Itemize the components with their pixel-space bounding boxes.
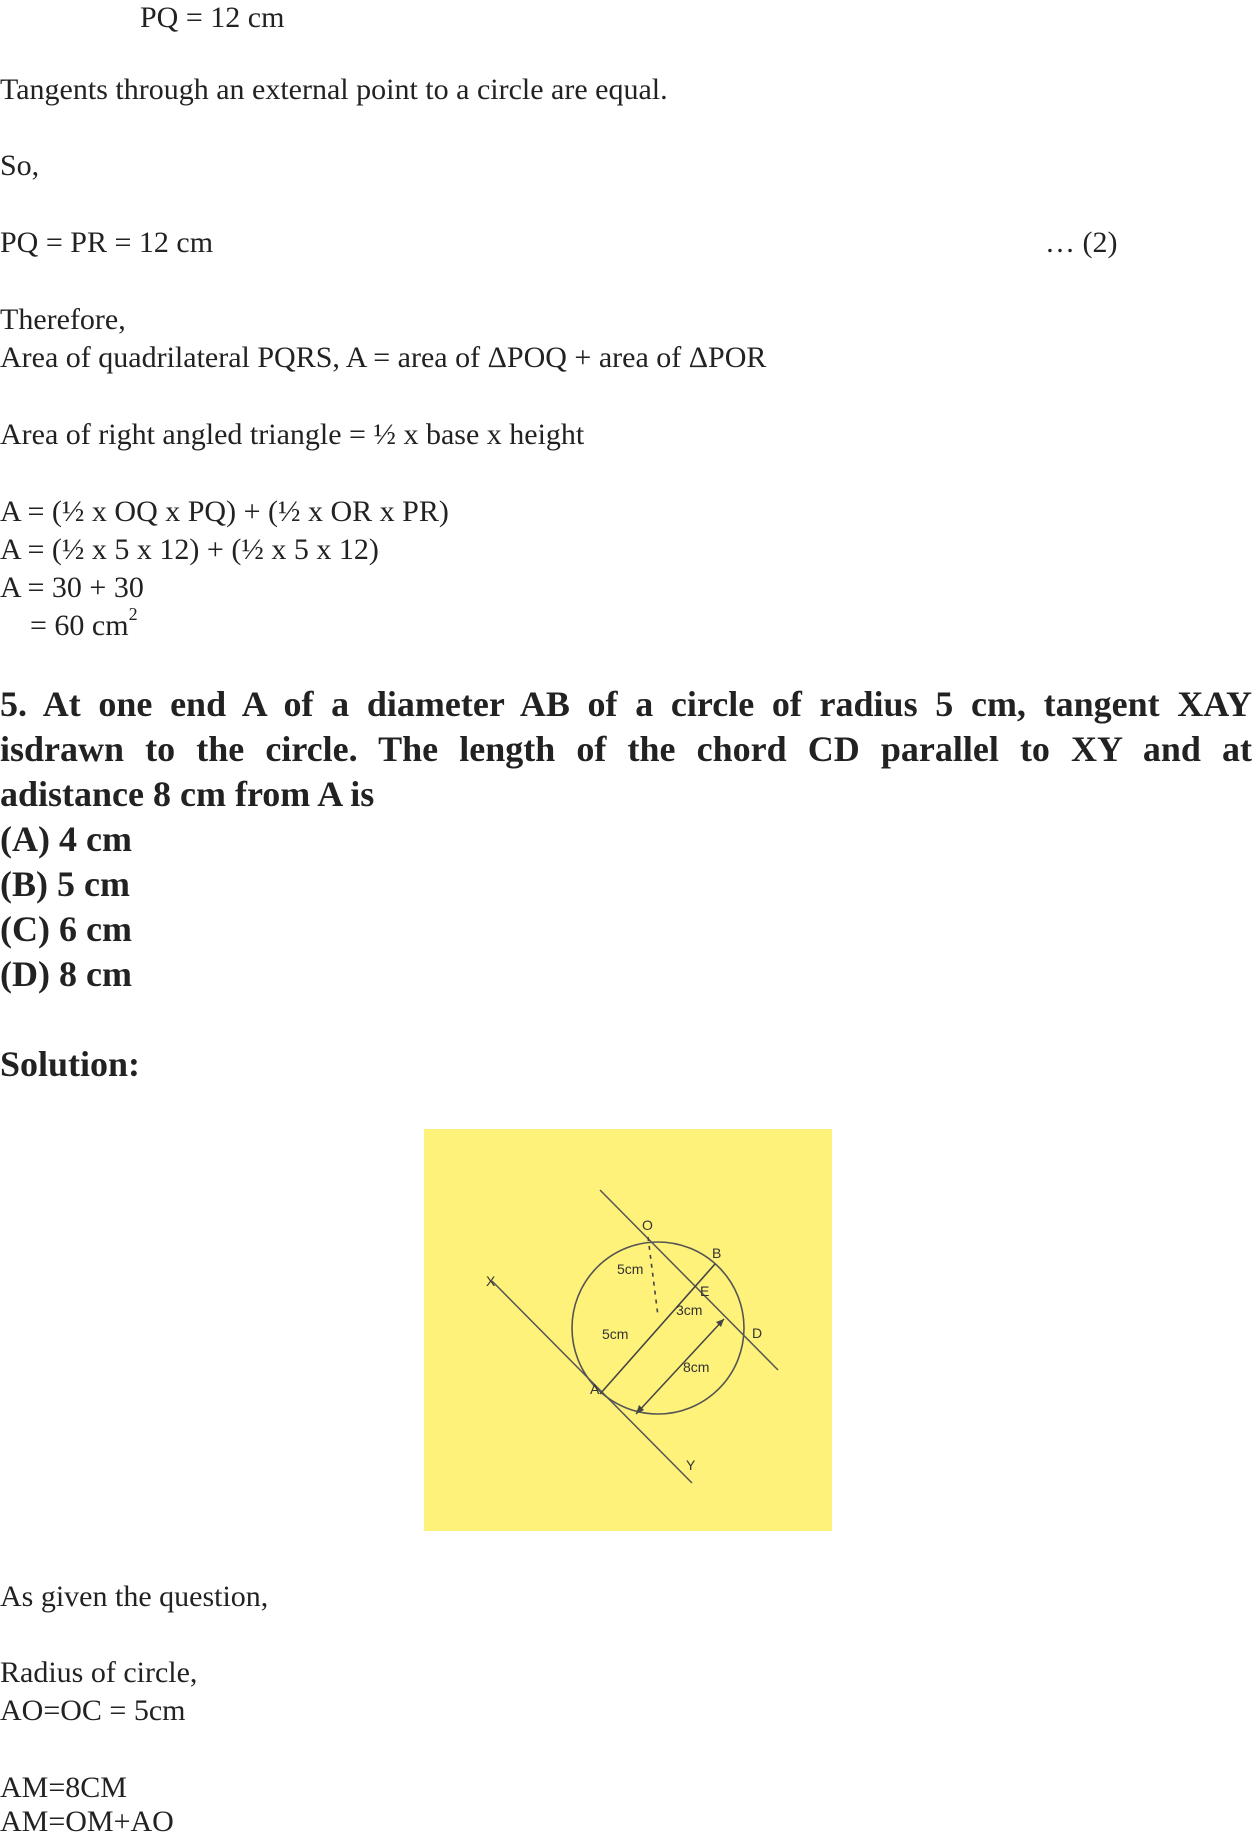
text-line-so: So, bbox=[0, 149, 40, 182]
text-line-area-formula: Area of quadrilateral PQRS, A = area of ΔPOQ + area of ΔPOR bbox=[0, 341, 767, 374]
label-five-top: 5cm bbox=[617, 1261, 644, 1277]
geometry-figure bbox=[424, 1129, 832, 1531]
text-line-therefore: Therefore, bbox=[0, 303, 126, 336]
label-x: X bbox=[486, 1273, 496, 1289]
question-title bbox=[0, 682, 1252, 817]
geometry-diagram bbox=[424, 1129, 832, 1531]
label-a: A bbox=[590, 1381, 600, 1397]
parallel-chord-line bbox=[600, 1190, 778, 1370]
option-c: (C) 6 cm bbox=[0, 909, 132, 949]
text-line-pq-value: PQ = 12 cm bbox=[140, 1, 285, 34]
label-e: E bbox=[700, 1283, 710, 1299]
text-line-a-formula-symbolic: A = (½ x OQ x PQ) + (½ x OR x PR) bbox=[0, 495, 449, 528]
text-line-ao-oc: AO=OC = 5cm bbox=[0, 1694, 186, 1727]
label-eight: 8cm bbox=[683, 1359, 710, 1375]
option-d: (D) 8 cm bbox=[0, 954, 132, 994]
text-line-a-formula-numeric: A = (½ x 5 x 12) + (½ x 5 x 12) bbox=[0, 533, 379, 566]
label-five-left: 5cm bbox=[602, 1326, 629, 1342]
final-area-value: = 60 cm bbox=[30, 609, 129, 642]
equation-reference: … (2) bbox=[1045, 226, 1118, 259]
question-line-1: 5. At one end A of a diameter AB of a circle of radius 5 cm, tangent XAY bbox=[0, 684, 1252, 724]
solution-heading: Solution: bbox=[0, 1044, 141, 1084]
question-line-3: adistance 8 cm from A is bbox=[0, 774, 375, 814]
radius-dashed bbox=[648, 1237, 658, 1316]
text-line-pq-pr: PQ = PR = 12 cm bbox=[0, 226, 214, 259]
label-b: B bbox=[712, 1245, 722, 1261]
text-line-a-sum: A = 30 + 30 bbox=[0, 571, 144, 604]
label-y: Y bbox=[686, 1457, 696, 1473]
text-line-radius: Radius of circle, bbox=[0, 1656, 198, 1689]
option-a: (A) 4 cm bbox=[0, 819, 132, 859]
label-three: 3cm bbox=[676, 1302, 703, 1318]
text-line-given: As given the question, bbox=[0, 1580, 269, 1613]
label-o: O bbox=[642, 1217, 653, 1233]
text-line-am-sum: AM=OM+AO bbox=[0, 1805, 174, 1838]
final-area-superscript: 2 bbox=[128, 604, 138, 624]
option-b: (B) 5 cm bbox=[0, 864, 130, 904]
text-line-triangle-area: Area of right angled triangle = ½ x base x height bbox=[0, 418, 585, 451]
text-line-final-area bbox=[30, 604, 138, 644]
question-line-2: isdrawn to the circle. The length of the chord CD parallel to XY and at bbox=[0, 729, 1252, 769]
label-d: D bbox=[752, 1325, 763, 1341]
text-line-tangent-fact: Tangents through an external point to a circle are equal. bbox=[0, 73, 668, 106]
text-line-am: AM=8CM bbox=[0, 1771, 127, 1804]
distance-arrow bbox=[636, 1319, 724, 1414]
